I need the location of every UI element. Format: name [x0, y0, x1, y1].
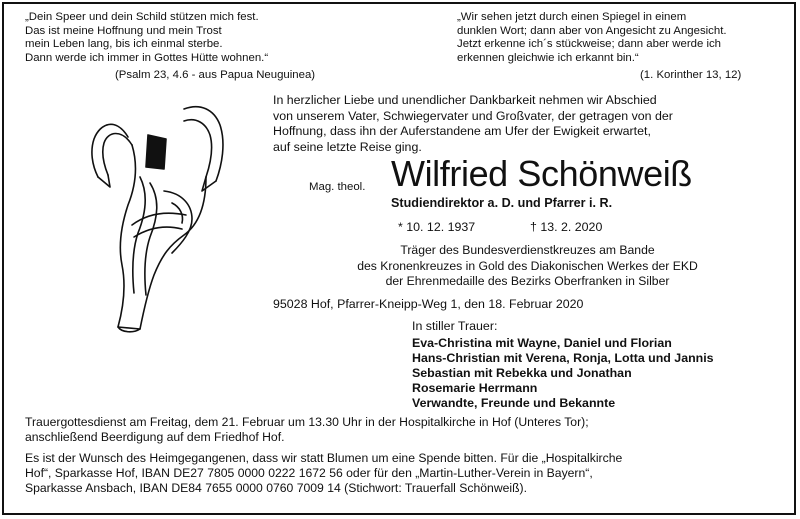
service-info	[25, 415, 589, 445]
intro-text	[273, 93, 673, 155]
quote-line: mein Leben lang, bis ich einmal sterbe.	[25, 38, 223, 51]
quote-line: erkennen gleichwie ich erkannt bin.“	[457, 51, 639, 64]
quote-line: Das ist meine Hoffnung und mein Trost	[25, 24, 222, 37]
donation-line: Hof“, Sparkasse Hof, IBAN DE27 7805 0000 0222 1672 56 oder für den „Martin-Luther-Verein in Bayern“,	[25, 466, 593, 481]
intro-line: Hoffnung, dass ihn der Auferstandene am Ufer der Ewigkeit erwartet,	[273, 124, 651, 139]
quote-line: Dann werde ich immer in Gottes Hütte wohnen.“	[25, 51, 269, 64]
quote-left-source: (Psalm 23, 4.6 - aus Papua Neuguinea)	[115, 69, 316, 81]
service-line: anschließend Beerdigung auf dem Friedhof Hof.	[25, 430, 285, 445]
mourner: Eva-Christina mit Wayne, Daniel und Florian	[412, 336, 672, 350]
award-line: des Kronenkreuzes in Gold des Diakonischen Werkes der EKD	[357, 258, 698, 273]
award-line: Träger des Bundesverdienstkreuzes am Bande	[400, 243, 655, 257]
intro-line: In herzlicher Liebe und unendlicher Dankbarkeit nehmen wir Abschied	[273, 93, 657, 107]
quote-right	[457, 11, 727, 65]
mourners-list	[412, 336, 714, 411]
quote-line: dunklen Wort; dann aber von Angesicht zu Angesicht.	[457, 24, 727, 37]
quote-line: „Wir sehen jetzt durch einen Spiegel in einem	[457, 11, 687, 23]
awards	[310, 243, 745, 290]
quote-left	[25, 11, 268, 65]
deceased-title: Studiendirektor a. D. und Pfarrer i. R.	[391, 196, 613, 210]
mourner: Rosemarie Herrmann	[412, 381, 538, 395]
quote-line: „Dein Speer und dein Schild stützen mich fest.	[25, 11, 259, 23]
place-date: 95028 Hof, Pfarrer-Kneipp-Weg 1, den 18. Februar 2020	[273, 297, 584, 311]
donation-info	[25, 451, 622, 497]
mourner: Verwandte, Freunde und Bekannte	[412, 396, 616, 410]
donation-line: Es ist der Wunsch des Heimgegangenen, dass wir statt Blumen um eine Spende bitten. Für die „Hospitalkirche	[25, 451, 623, 465]
quote-line: Jetzt erkenne ich´s stückweise; dann aber werde ich	[457, 38, 722, 51]
birth-date: * 10. 12. 1937	[398, 220, 476, 234]
award-line: der Ehrenmedaille des Bezirks Oberfranken in Silber	[385, 274, 670, 289]
risen-christ-cross-icon	[88, 95, 238, 335]
mourners-label: In stiller Trauer:	[412, 319, 498, 333]
quote-right-source: (1. Korinther 13, 12)	[640, 69, 742, 81]
mourner: Hans-Christian mit Verena, Ronja, Lotta und Jannis	[412, 351, 714, 365]
intro-line: von unserem Vater, Schwiegervater und Großvater, der getragen von der	[273, 108, 673, 123]
deceased-name: Wilfried Schönweiß	[391, 153, 692, 194]
service-line: Trauergottesdienst am Freitag, dem 21. Februar um 13.30 Uhr in der Hospitalkirche in Hof (Unteres Tor);	[25, 415, 589, 429]
death-date: † 13. 2. 2020	[530, 220, 603, 234]
donation-line: Sparkasse Ansbach, IBAN DE84 7655 0000 0760 7009 14 (Stichwort: Trauerfall Schönweiß).	[25, 481, 528, 496]
name-prefix: Mag. theol.	[309, 181, 366, 193]
intro-line: auf seine letzte Reise ging.	[273, 139, 422, 154]
mourner: Sebastian mit Rebekka und Jonathan	[412, 366, 632, 380]
